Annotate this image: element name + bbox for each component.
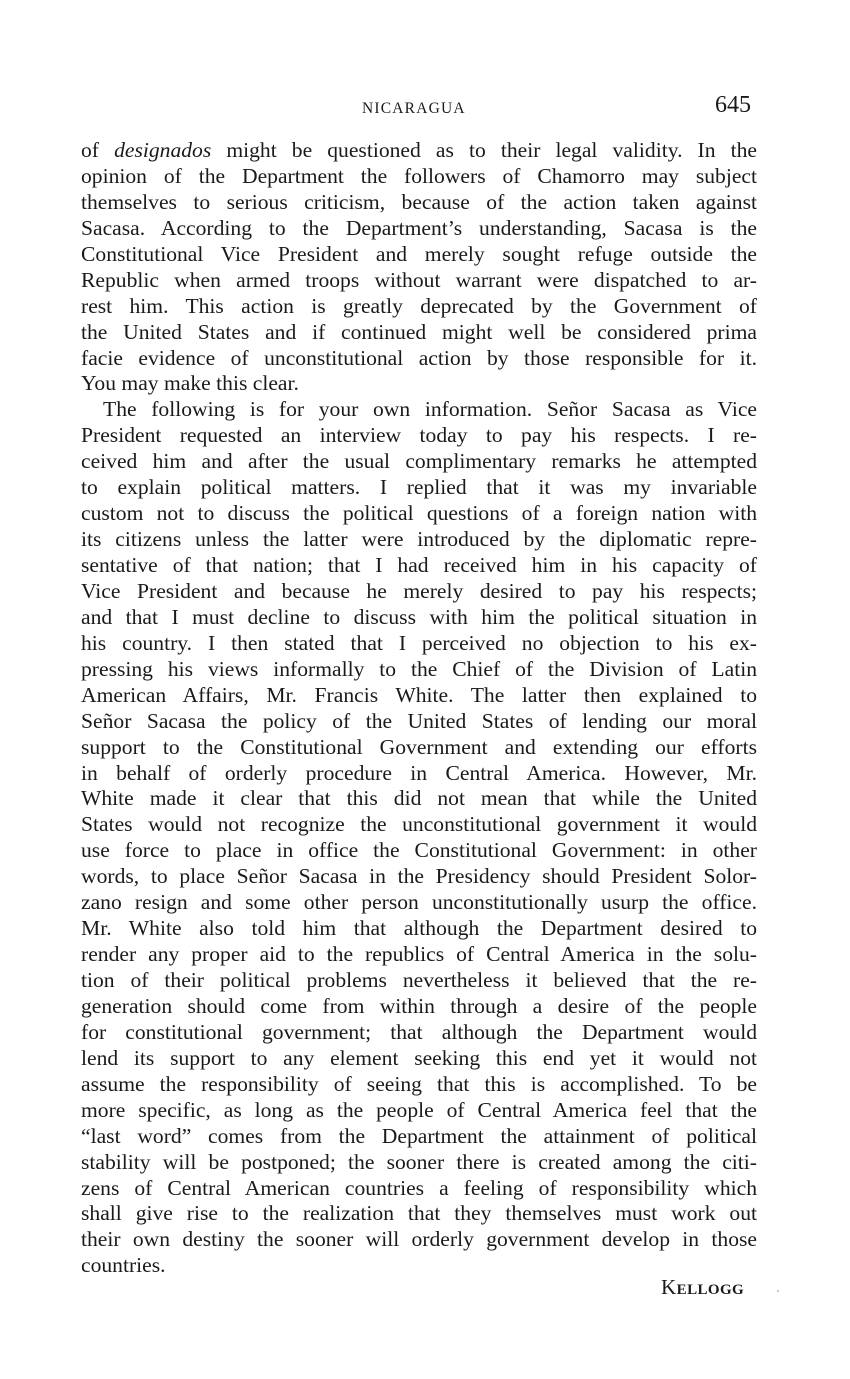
text-line (81, 1020, 757, 1046)
text-run: Republic when armed troops without warrant were dispatched to ar- (81, 267, 757, 292)
text-run: and that I must decline to discuss with him the political situation in (81, 604, 757, 629)
text-line (81, 657, 757, 683)
text-line (81, 475, 757, 501)
text-line (81, 1227, 757, 1253)
body-text (81, 138, 757, 1279)
text-line (81, 320, 757, 346)
text-line (81, 242, 757, 268)
text-run: stability will be postponed; the sooner there is created among the citi- (81, 1149, 757, 1174)
text-run: Sacasa. According to the Department’s understanding, Sacasa is the (81, 215, 757, 240)
text-run: pressing his views informally to the Chief of the Division of Latin (81, 656, 757, 681)
text-line (81, 735, 757, 761)
text-line (81, 397, 757, 423)
text-line (81, 1046, 757, 1072)
text-run: “last word” comes from the Department the attainment of political (81, 1123, 757, 1148)
text-line (81, 838, 757, 864)
text-run: Vice President and because he merely desired to pay his respects; (81, 578, 757, 603)
text-line (81, 890, 757, 916)
text-line (81, 346, 757, 372)
text-line (81, 1201, 757, 1227)
italic-text: designados (114, 138, 212, 162)
text-run: You may make this clear. (81, 371, 299, 396)
text-run: generation should come from within through a desire of the people (81, 993, 757, 1018)
text-line (81, 501, 757, 527)
text-line (81, 190, 757, 216)
text-run: render any proper aid to the republics of Central America in the solu- (81, 942, 757, 967)
text-run: support to the Constitutional Government and extending our efforts (81, 734, 757, 759)
text-line (81, 527, 757, 553)
text-run: Mr. White also told him that although the Department desired to (81, 916, 757, 941)
text-line (81, 371, 757, 397)
text-run: sentative of that nation; that I had received him in his capacity of (81, 553, 757, 577)
text-line (81, 423, 757, 449)
text-line (81, 138, 757, 164)
text-run: lend its support to any element seeking this end yet it would not (81, 1045, 757, 1070)
text-run: might be questioned as to their legal validity. In the (211, 138, 758, 162)
text-line (81, 761, 757, 787)
signature-rest: ELLOGG (676, 1282, 745, 1298)
text-run: their own destiny the sooner will orderly government develop in those (81, 1227, 757, 1252)
text-run: the United States and if continued might well be considered prima (81, 319, 757, 344)
text-line (81, 579, 757, 605)
text-run: Constitutional Vice President and merely sought refuge outside the (81, 241, 757, 266)
text-line (81, 812, 757, 838)
text-run: custom not to discuss the political questions of a foreign nation with (81, 501, 757, 526)
text-run: States would not recognize the unconstitutional government it would (81, 812, 757, 837)
text-line (81, 1150, 757, 1176)
text-run: facie evidence of unconstitutional action by those responsible for it. (81, 345, 757, 370)
text-run: use force to place in office the Constitutional Government: in other (81, 838, 757, 863)
text-line (81, 1072, 757, 1098)
text-run: countries. (81, 1253, 166, 1278)
text-run: in behalf of orderly procedure in Central America. However, Mr. (81, 760, 757, 785)
text-run: words, to place Señor Sacasa in the Presidency should President Solor- (81, 864, 757, 889)
text-run: zens of Central American countries a feeling of responsibility which (81, 1175, 757, 1200)
text-line (81, 942, 757, 968)
text-run: its citizens unless the latter were introduced by the diplomatic repre- (81, 527, 757, 552)
text-run: The following is for your own information. Señor Sacasa as Vice (103, 397, 757, 422)
text-line (81, 994, 757, 1020)
signature-initial: K (661, 1275, 677, 1299)
text-run: rest him. This action is greatly deprecated by the Government of (81, 293, 757, 318)
text-run: American Affairs, Mr. Francis White. The latter then explained to (81, 682, 757, 707)
text-line (81, 864, 757, 890)
text-run: more specific, as long as the people of Central America feel that the (81, 1097, 757, 1122)
text-run: assume the responsibility of seeing that this is accomplished. To be (81, 1071, 757, 1096)
running-title: NICARAGUA (362, 100, 466, 117)
text-run: of (81, 138, 115, 162)
text-line (81, 968, 757, 994)
text-run: tion of their political problems nevertheless it believed that the re- (81, 968, 757, 992)
running-head (0, 92, 850, 126)
text-run: zano resign and some other person unconstitutionally usurp the office. (81, 890, 757, 915)
text-line (81, 268, 757, 294)
text-line (81, 164, 757, 190)
text-line (81, 1176, 757, 1202)
text-line (81, 786, 757, 812)
paper-speck (777, 1290, 779, 1292)
signature (661, 1275, 744, 1300)
page-number: 645 (715, 92, 751, 118)
text-run: ceived him and after the usual complimentary remarks he attempted (81, 449, 757, 474)
text-run: President requested an interview today to pay his respects. I re- (81, 423, 757, 448)
text-run: for constitutional government; that although the Department would (81, 1019, 757, 1044)
text-line (81, 1124, 757, 1150)
text-line (81, 605, 757, 631)
text-run: his country. I then stated that I perceived no objection to his ex- (81, 630, 757, 655)
text-run: shall give rise to the realization that they themselves must work out (81, 1201, 757, 1226)
text-line (81, 683, 757, 709)
text-line (81, 916, 757, 942)
text-line (81, 1098, 757, 1124)
text-run: opinion of the Department the followers of Chamorro may subject (81, 163, 757, 188)
text-run: Señor Sacasa the policy of the United States of lending our moral (81, 708, 757, 733)
text-line (81, 631, 757, 657)
text-line (81, 553, 757, 579)
text-line (81, 709, 757, 735)
text-run: to explain political matters. I replied that it was my invariable (81, 475, 757, 500)
text-line (81, 449, 757, 475)
text-line (81, 216, 757, 242)
text-run: themselves to serious criticism, because of the action taken against (81, 189, 757, 214)
text-line (81, 294, 757, 320)
text-line (81, 1253, 757, 1279)
text-run: White made it clear that this did not mean that while the United (81, 786, 757, 811)
